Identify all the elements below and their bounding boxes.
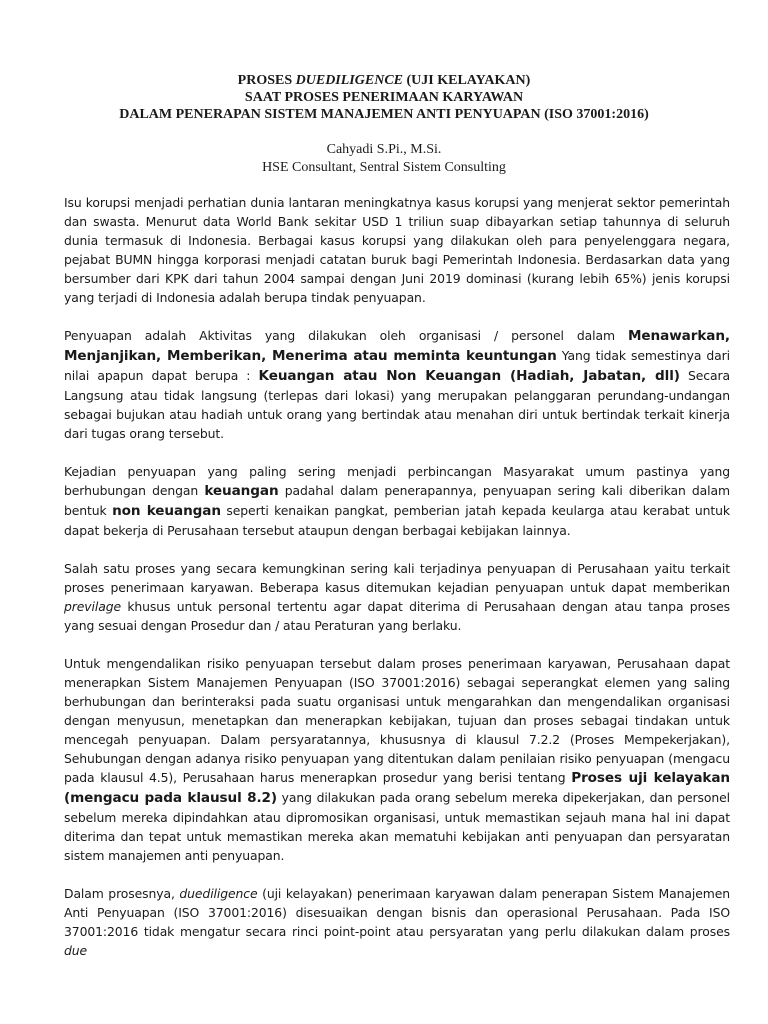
paragraph-6: Dalam prosesnya, duediligence (uji kelayakan) penerimaan karyawan dalam penerapan Sistem Manajemen Anti Penyuapan (ISO 37001:2016) disesuaikan dengan bisnis dan operasional Perusahaan. Pada ISO 37001:2016 tidak mengatur secara rinci point-point atau persyaratan yang perlu dilakukan dalam proses due (64, 886, 730, 958)
author-block (0, 141, 768, 177)
italic-term: due (64, 943, 88, 958)
highlight-text: Proses uji kelayakan (mengacu pada klausul 8.2) (64, 770, 730, 806)
title-line-2: SAAT PROSES PENERIMAAN KARYAWAN (244, 90, 524, 105)
highlight-text: non keuangan (112, 503, 221, 519)
highlight-text: Menawarkan, Menjanjikan, Memberikan, Menerima atau meminta keuntungan (64, 328, 730, 364)
title-italic-term: DUEDILIGENCE (295, 73, 403, 88)
italic-term: duediligence (179, 886, 258, 901)
paragraph-4: Salah satu proses yang secara kemungkinan sering kali terjadinya penyuapan di Perusahaan yaitu terkait proses penerimaan karyawan. Beberapa kasus ditemukan kejadian penyuapan untuk dapat memberikan previlage khusus untuk personal tertentu agar dapat diterima di Perusahaan dengan atau tanpa proses yang sesuai dengan Prosedur dan / atau Peraturan yang berlaku. (64, 561, 730, 633)
paragraph-2: Penyuapan adalah Aktivitas yang dilakukan oleh organisasi / personel dalam Menawarkan, Menjanjikan, Memberikan, Menerima atau meminta keuntungan Yang tidak semestinya dari nilai apapun dapat berupa : Keuangan atau Non Keuangan (Hadiah, Jabatan, dll) Secara Langsung atau tidak langsung (terlepas dari lokasi) yang merupakan pelanggaran perundang-undangan sebagai bujukan atau hadiah untuk orang yang bertindak atau menahan diri untuk bertindak terkait kinerja dari tugas orang tersebut. (64, 328, 730, 441)
paragraph-3: Kejadian penyuapan yang paling sering menjadi perbincangan Masyarakat umum pastinya yang berhubungan dengan keuangan padahal dalam penerapannya, penyuapan sering kali diberikan dalam bentuk non keuangan seperti kenaikan pangkat, pemberian jatah kepada keularga atau kerabat untuk dapat bekerja di Perusahaan tersebut ataupun dengan berbagai kebijakan lainnya. (64, 464, 731, 538)
italic-term: previlage (64, 599, 121, 614)
document-body (64, 193, 730, 979)
highlight-text: Keuangan atau Non Keuangan (Hadiah, Jabatan, dll) (258, 368, 680, 384)
title-line-1: PROSES DUEDILIGENCE (UJI KELAYAKAN) (237, 73, 531, 88)
author-affiliation: HSE Consultant, Sentral Sistem Consulting (262, 160, 506, 175)
author-name: Cahyadi S.Pi., M.Si. (326, 142, 442, 157)
highlight-text: keuangan (204, 483, 279, 499)
paragraph-5: Untuk mengendalikan risiko penyuapan tersebut dalam proses penerimaan karyawan, Perusahaan dapat menerapkan Sistem Manajemen Penyuapan (ISO 37001:2016) sebagai seperangkat elemen yang saling berhubungan dan berinteraksi pada suatu organisasi untuk mengarahkan dan mengendalikan organisasi dengan menyusun, menetapkan dan menerapkan kebijakan, tujuan dan proses sebagai tindakan untuk mencegah penyuapan. Dalam persyaratannya, khususnya di klausul 7.2.2 (Proses Mempekerjakan), Sehubungan dengan adanya risiko penyuapan yang ditentukan dalam penilaian risiko penyuapan (mengacu pada klausul 4.5), Perusahaan harus menerapkan prosedur yang berisi tentang Proses uji kelayakan (mengacu pada klausul 8.2) yang dilakukan pada orang sebelum mereka dipekerjakan, dan personel sebelum mereka dipindahkan atau dipromosikan organisasi, untuk memastikan sejauh mana hal ini dapat diterima dan tepat untuk memastikan mereka akan mematuhi kebijakan anti penyuapan dan persyaratan sistem manajemen anti penyuapan. (64, 656, 731, 863)
document-title (0, 72, 768, 123)
title-line-3: DALAM PENERAPAN SISTEM MANAJEMEN ANTI PENYUAPAN (ISO 37001:2016) (119, 107, 649, 122)
paragraph-1: Isu korupsi menjadi perhatian dunia lantaran meningkatnya kasus korupsi yang menjerat sektor pemerintah dan swasta. Menurut data World Bank sekitar USD 1 triliun suap dibayarkan setiap tahunnya di seluruh dunia termasuk di Indonesia. Berbagai kasus korupsi yang dilakukan oleh para penyelenggara negara, pejabat BUMN hingga korporasi menjadi catatan buruk bagi Pemerintah Indonesia. Berdasarkan data yang bersumber dari KPK dari tahun 2004 sampai dengan Juni 2019 dominasi (kurang lebih 65%) jenis korupsi yang terjadi di Indonesia adalah berupa tindak penyuapan. (64, 195, 730, 305)
